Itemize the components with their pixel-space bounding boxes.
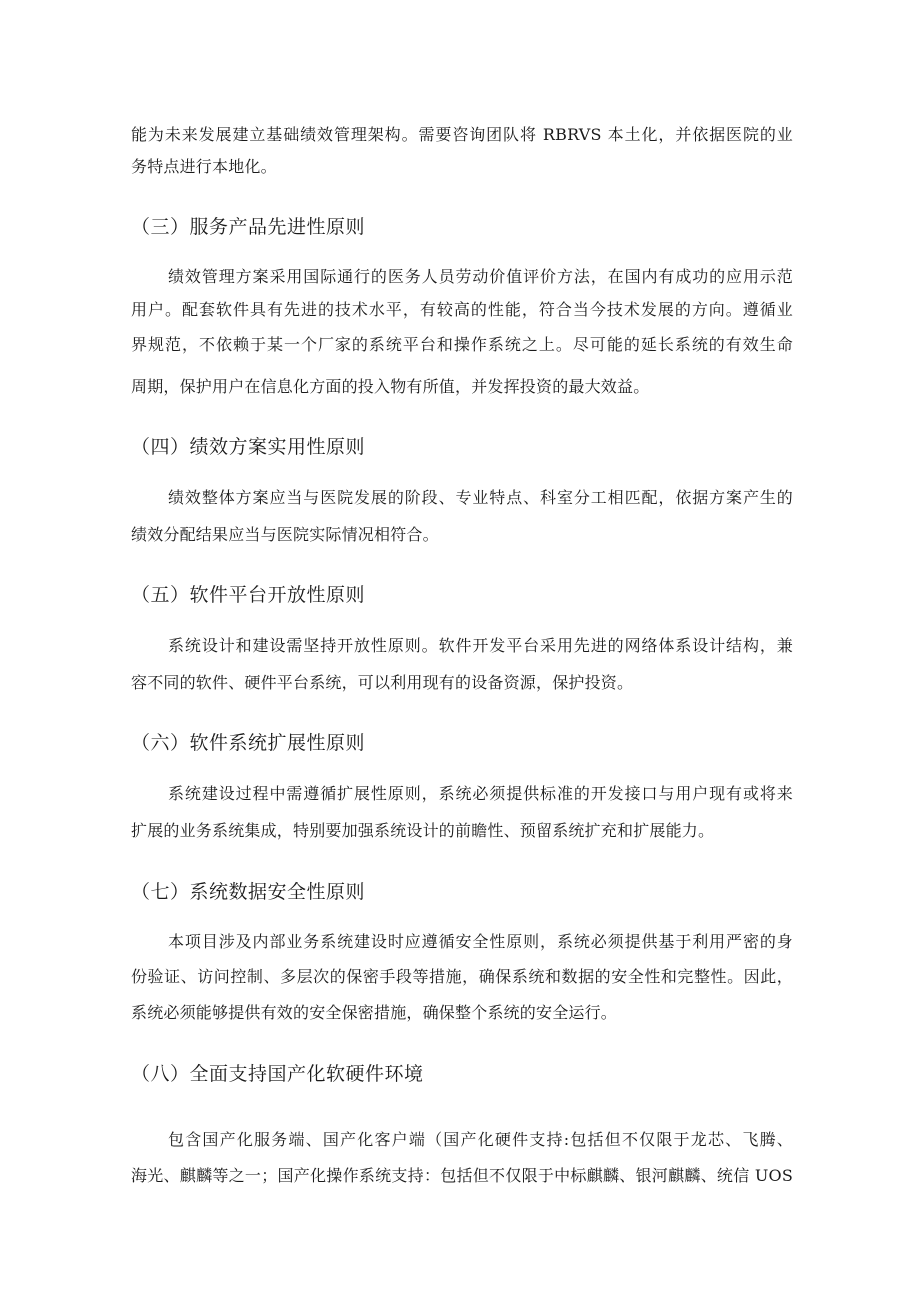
section-5-line-2: 容不同的软件、硬件平台系统，可以利用现有的设备资源，保护投资。 — [131, 673, 634, 692]
section-3-line-1: 绩效管理方案采用国际通行的医务人员劳动价值评价方法，在国内有成功的应用示范 — [168, 267, 793, 286]
intro-line-2: 务特点进行本地化。 — [131, 157, 277, 176]
section-8-line-1: 包含国产化服务端、国产化客户端（国产化硬件支持:包括但不仅限于龙芯、飞腾、 — [168, 1130, 793, 1149]
section-7-line-3: 系统必须能够提供有效的安全保密措施，确保整个系统的安全运行。 — [131, 1003, 618, 1022]
section-5-line-1: 系统设计和建设需坚持开放性原则。软件开发平台采用先进的网络体系设计结构，兼 — [168, 636, 793, 655]
section-7-line-1: 本项目涉及内部业务系统建设时应遵循安全性原则，系统必须提供基于利用严密的身 — [168, 932, 793, 951]
section-4-line-1: 绩效整体方案应当与医院发展的阶段、专业特点、科室分工相匹配，依据方案产生的 — [168, 488, 793, 507]
section-7-line-2: 份验证、访问控制、多层次的保密手段等措施，确保系统和数据的安全性和完整性。因此， — [131, 967, 793, 986]
section-heading-7: （七）系统数据安全性原则 — [131, 881, 366, 903]
section-8-line-2: 海光、麒麟等之一；国产化操作系统支持：包括但不仅限于中标麒麟、银河麒麟、统信 UOS — [131, 1166, 793, 1185]
section-heading-5: （五）软件平台开放性原则 — [131, 584, 366, 606]
section-heading-8: （八）全面支持国产化软硬件环境 — [131, 1063, 424, 1085]
section-6-line-2: 扩展的业务系统集成，特别要加强系统设计的前瞻性、预留系统扩充和扩展能力。 — [131, 821, 715, 840]
intro-line-1: 能为未来发展建立基础绩效管理架构。需要咨询团队将 RBRVS 本土化，并依据医院的业 — [131, 125, 793, 144]
section-6-line-1: 系统建设过程中需遵循扩展性原则，系统必须提供标准的开发接口与用户现有或将来 — [168, 784, 793, 803]
section-heading-3: （三）服务产品先进性原则 — [131, 216, 366, 238]
section-3-line-3: 界规范，不依赖于某一个厂家的系统平台和操作系统之上。尽可能的延长系统的有效生命 — [131, 335, 793, 354]
section-3-line-2: 用户。配套软件具有先进的技术水平，有较高的性能，符合当今技术发展的方向。遵循业 — [131, 300, 793, 319]
section-3-line-4: 周期，保护用户在信息化方面的投入物有所值，并发挥投资的最大效益。 — [131, 377, 650, 396]
section-heading-6: （六）软件系统扩展性原则 — [131, 732, 366, 754]
section-heading-4: （四）绩效方案实用性原则 — [131, 436, 366, 458]
section-4-line-2: 绩效分配结果应当与医院实际情况相符合。 — [131, 525, 439, 544]
